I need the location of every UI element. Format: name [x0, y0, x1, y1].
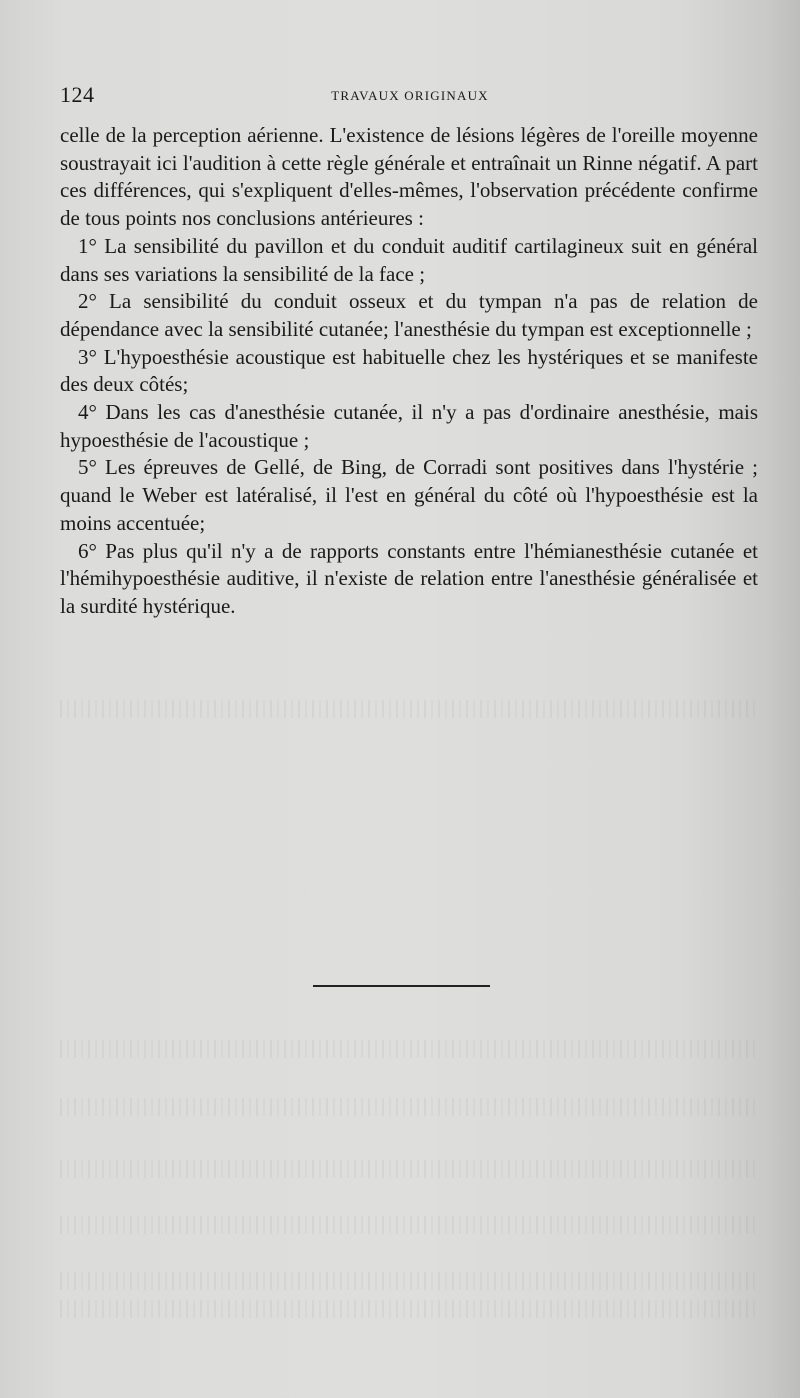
running-head: TRAVAUX ORIGINAUX — [331, 88, 489, 103]
conclusion-item-2: 2° La sensibilité du conduit osseux et du tympan n'a pas de relation de dépendance avec la sensibilité cutanée; l'anesthésie du tympan est exceptionnelle ; — [60, 289, 758, 341]
paragraph-intro: celle de la perception aérienne. L'existence de lésions légères de l'oreille moyenne soustrayait ici l'audition à cette règle générale et entraînait un Rinne négatif. A part ces différences, qui s'expliquent d'elles-mêmes, l'observation précédente confirme de tous points nos conclusions antérieures : — [60, 123, 758, 231]
show-through-text — [60, 1272, 760, 1290]
body-text — [60, 122, 758, 621]
conclusion-item-4: 4° Dans les cas d'anesthésie cutanée, il n'y a pas d'ordinaire anesthésie, mais hypoesthésie de l'acoustique ; — [60, 400, 758, 452]
conclusion-item-5: 5° Les épreuves de Gellé, de Bing, de Corradi sont positives dans l'hystérie ; quand le Weber est latéralisé, il l'est en général du côté où l'hypoesthésie est la moins accentuée; — [60, 455, 758, 535]
show-through-text — [60, 1300, 760, 1318]
conclusion-item-6: 6° Pas plus qu'il n'y a de rapports constants entre l'hémianesthésie cutanée et l'hémihypoesthésie auditive, il n'existe de relation entre l'anesthésie généralisée et la surdité hystérique. — [60, 538, 758, 618]
page-number: 124 — [60, 82, 95, 107]
conclusion-item-1: 1° La sensibilité du pavillon et du conduit auditif cartilagineux suit en général dans ses variations la sensibilité de la face ; — [60, 233, 758, 286]
show-through-text — [60, 1160, 760, 1178]
show-through-text — [60, 700, 760, 718]
page-header — [60, 82, 760, 112]
show-through-text — [60, 1216, 760, 1234]
section-end-rule — [313, 985, 490, 987]
conclusion-item-3: 3° L'hypoesthésie acoustique est habituelle chez les hystériques et se manifeste des deux côtés; — [60, 344, 758, 397]
show-through-text — [60, 1098, 760, 1116]
show-through-text — [60, 1040, 760, 1058]
